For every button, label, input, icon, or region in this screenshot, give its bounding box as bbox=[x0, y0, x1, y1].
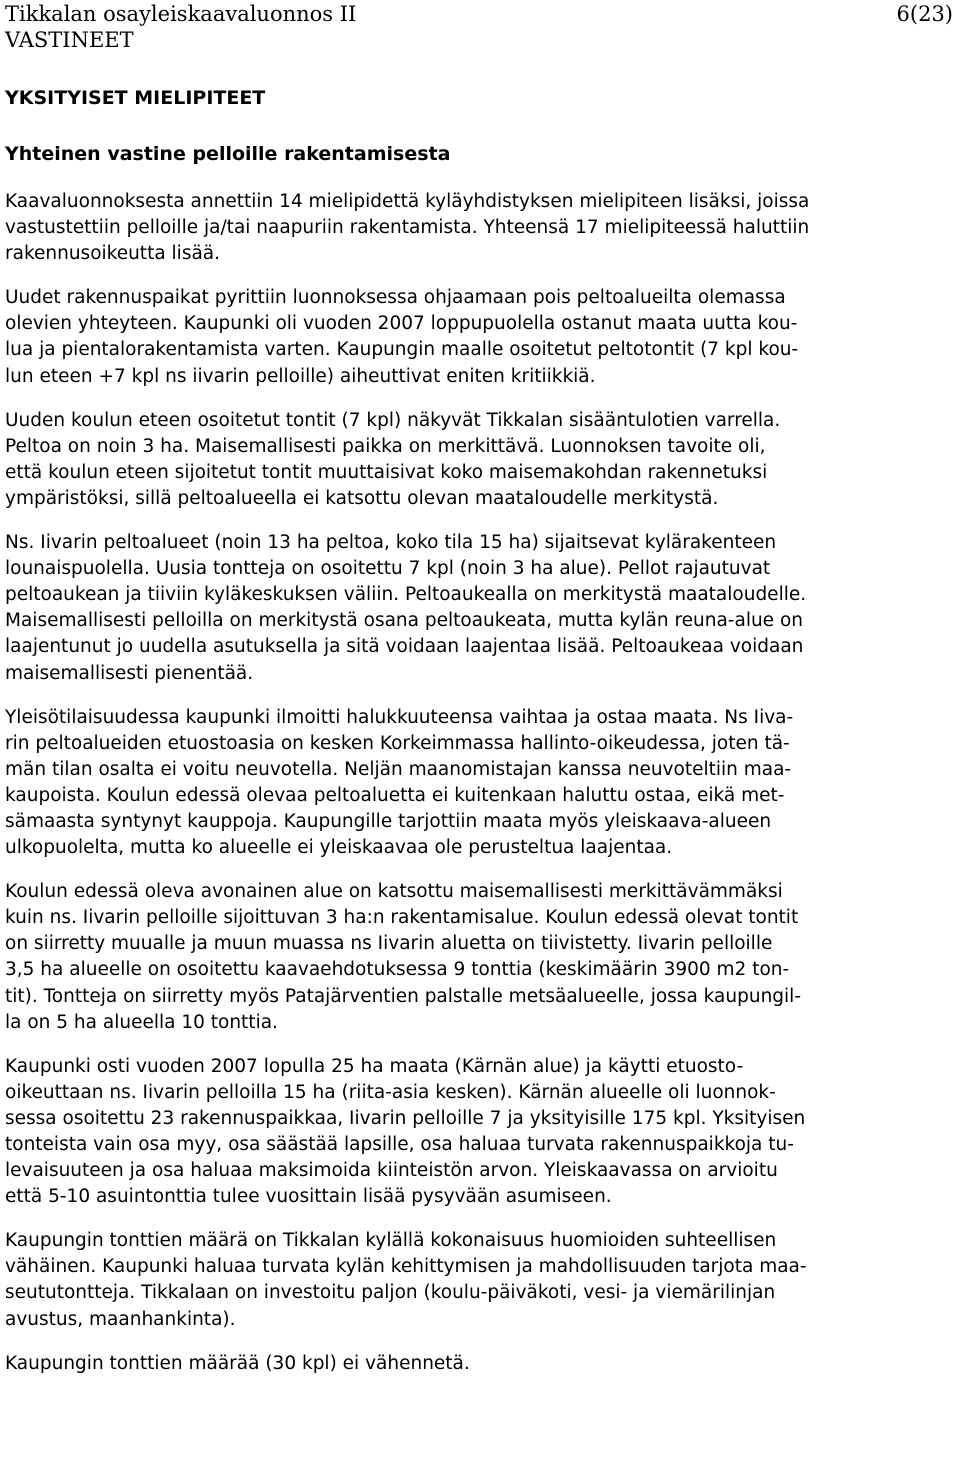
text-line: levaisuuteen ja osa haluaa maksimoida kiinteistön arvon. Yleiskaavassa on arvioitu bbox=[5, 1160, 778, 1182]
text-line: lua ja pientalorakentamista varten. Kaupungin maalle osoitetut peltotontit (7 kpl kou- bbox=[5, 339, 799, 361]
text-line: ulkopuolelta, mutta ko alueelle ei yleiskaavaa ole perusteltua laajentaa. bbox=[5, 837, 673, 859]
document-page bbox=[5, 0, 955, 1377]
paragraph-4 bbox=[5, 530, 955, 687]
text-line: 3,5 ha alueelle on osoitettu kaavaehdotuksessa 9 tonttia (keskimäärin 3900 m2 ton- bbox=[5, 959, 790, 981]
text-line: Kaupunki osti vuoden 2007 lopulla 25 ha maata (Kärnän alue) ja käytti etuosto- bbox=[5, 1055, 744, 1077]
text-line: Ns. Iivarin peltoalueet (noin 13 ha peltoa, koko tila 15 ha) sijaitsevat kylärakenteen bbox=[5, 532, 777, 554]
text-line: tit). Tontteja on siirretty myös Patajärventien palstalle metsäalueelle, jossa kaupungil- bbox=[5, 985, 801, 1007]
text-line: Maisemallisesti pelloilla on merkitystä osana peltoaukeata, mutta kylän reuna-alue on bbox=[5, 610, 803, 632]
text-line: laajentunut jo uudella asutuksella ja sitä voidaan laajentaa lisää. Peltoaukeaa voidaan bbox=[5, 636, 804, 658]
document-subtitle: VASTINEET bbox=[5, 28, 134, 52]
text-line: rakennusoikeutta lisää. bbox=[5, 243, 221, 265]
text-line: oikeuttaan ns. Iivarin pelloilla 15 ha (riita-asia kesken). Kärnän alueelle oli luonnok- bbox=[5, 1081, 776, 1103]
paragraph-1 bbox=[5, 189, 955, 267]
paragraph-3 bbox=[5, 408, 955, 512]
text-line: Kaupungin tonttien määrää (30 kpl) ei vähennetä. bbox=[5, 1352, 470, 1374]
text-line: kaupoista. Koulun edessä olevaa peltoaluetta ei kuitenkaan haluttu ostaa, eikä met- bbox=[5, 784, 785, 806]
text-line: la on 5 ha alueella 10 tonttia. bbox=[5, 1011, 278, 1033]
page-number: 6(23) bbox=[896, 2, 953, 26]
text-line: Koulun edessä oleva avonainen alue on katsottu maisemallisesti merkittävämmäksi bbox=[5, 881, 783, 903]
paragraph-2 bbox=[5, 285, 955, 389]
text-line: tonteista vain osa myy, osa säästää lapsille, osa haluaa turvata rakennuspaikkoja tu- bbox=[5, 1134, 794, 1155]
text-line: Kaupungin tonttien määrä on Tikkalan kylällä kokonaisuus huomioiden suhteellisen bbox=[5, 1230, 777, 1252]
text-line: sessa osoitettu 23 rakennuspaikkaa, Iivarin pelloille 7 ja yksityisille 175 kpl. Yksityisen bbox=[5, 1107, 806, 1129]
sub-heading: Yhteinen vastine pelloille rakentamisesta bbox=[5, 143, 451, 165]
paragraph-9 bbox=[5, 1351, 955, 1377]
text-line: vastustettiin pelloille ja/tai naapuriin rakentamista. Yhteensä 17 mielipiteessä haluttiin bbox=[5, 217, 810, 239]
page-header bbox=[5, 0, 955, 55]
paragraph-8 bbox=[5, 1228, 955, 1332]
text-line: että koulun eteen sijoitetut tontit muuttaisivat koko maisemakohdan rakennetuksi bbox=[5, 461, 768, 483]
text-line: että 5-10 asuintonttia tulee vuosittain lisää pysyvään asumiseen. bbox=[5, 1186, 612, 1208]
text-line: maisemallisesti pienentää. bbox=[5, 662, 254, 684]
text-line: Uuden koulun eteen osoitetut tontit (7 kpl) näkyvät Tikkalan sisääntulotien varrella. bbox=[5, 409, 781, 431]
paragraph-6 bbox=[5, 879, 955, 1036]
text-line: avustus, maanhankinta). bbox=[5, 1308, 236, 1330]
text-line: lounaispuolella. Uusia tontteja on osoitettu 7 kpl (noin 3 ha alue). Pellot rajautuvat bbox=[5, 558, 771, 580]
paragraph-7 bbox=[5, 1054, 955, 1211]
text-line: Yleisötilaisuudessa kaupunki ilmoitti halukkuuteensa vaihtaa ja ostaa maata. Ns Iiva- bbox=[5, 706, 794, 728]
text-line: Peltoa on noin 3 ha. Maisemallisesti paikka on merkittävä. Luonnoksen tavoite oli, bbox=[5, 435, 766, 457]
text-line: lun eteen +7 kpl ns iivarin pelloille) aiheuttivat eniten kritiikkiä. bbox=[5, 365, 596, 387]
text-line: olevien yhteyteen. Kaupunki oli vuoden 2007 loppupuolella ostanut maata uutta kou- bbox=[5, 313, 798, 335]
document-title: Tikkalan osayleiskaavaluonnos II bbox=[5, 2, 357, 26]
text-line: vähäinen. Kaupunki haluaa turvata kylän kehittymisen ja mahdollisuuden tarjota maa- bbox=[5, 1256, 807, 1278]
text-line: ympäristöksi, sillä peltoalueella ei katsottu olevan maataloudelle merkitystä. bbox=[5, 487, 719, 509]
text-line: rin peltoalueiden etuostoasia on kesken Korkeimmassa hallinto-oikeudessa, joten tä- bbox=[5, 732, 790, 754]
text-line: on siirretty muualle ja muun muassa ns Iivarin aluetta on tiivistetty. Iivarin pelloille bbox=[5, 933, 773, 955]
text-line: seututontteja. Tikkalaan on investoitu paljon (koulu-päiväkoti, vesi- ja viemärilinjan bbox=[5, 1282, 776, 1304]
text-line: Uudet rakennuspaikat pyrittiin luonnoksessa ohjaamaan pois peltoalueilta olemassa bbox=[5, 287, 786, 309]
text-line: Kaavaluonnoksesta annettiin 14 mielipidettä kyläyhdistyksen mielipiteen lisäksi, joissa bbox=[5, 191, 810, 212]
text-line: kuin ns. Iivarin pelloille sijoittuvan 3 ha:n rakentamisalue. Koulun edessä olevat tontit bbox=[5, 907, 799, 929]
text-line: sämaasta syntynyt kauppoja. Kaupungille tarjottiin maata myös yleiskaava-alueen bbox=[5, 810, 772, 832]
text-line: män tilan osalta ei voitu neuvotella. Neljän maanomistajan kanssa neuvoteltiin maa- bbox=[5, 758, 792, 780]
paragraph-5 bbox=[5, 705, 955, 862]
text-line: peltoaukean ja tiiviin kyläkeskuksen väliin. Peltoaukealla on merkitystä maataloudelle. bbox=[5, 584, 807, 606]
section-heading: YKSITYISET MIELIPITEET bbox=[5, 87, 266, 109]
